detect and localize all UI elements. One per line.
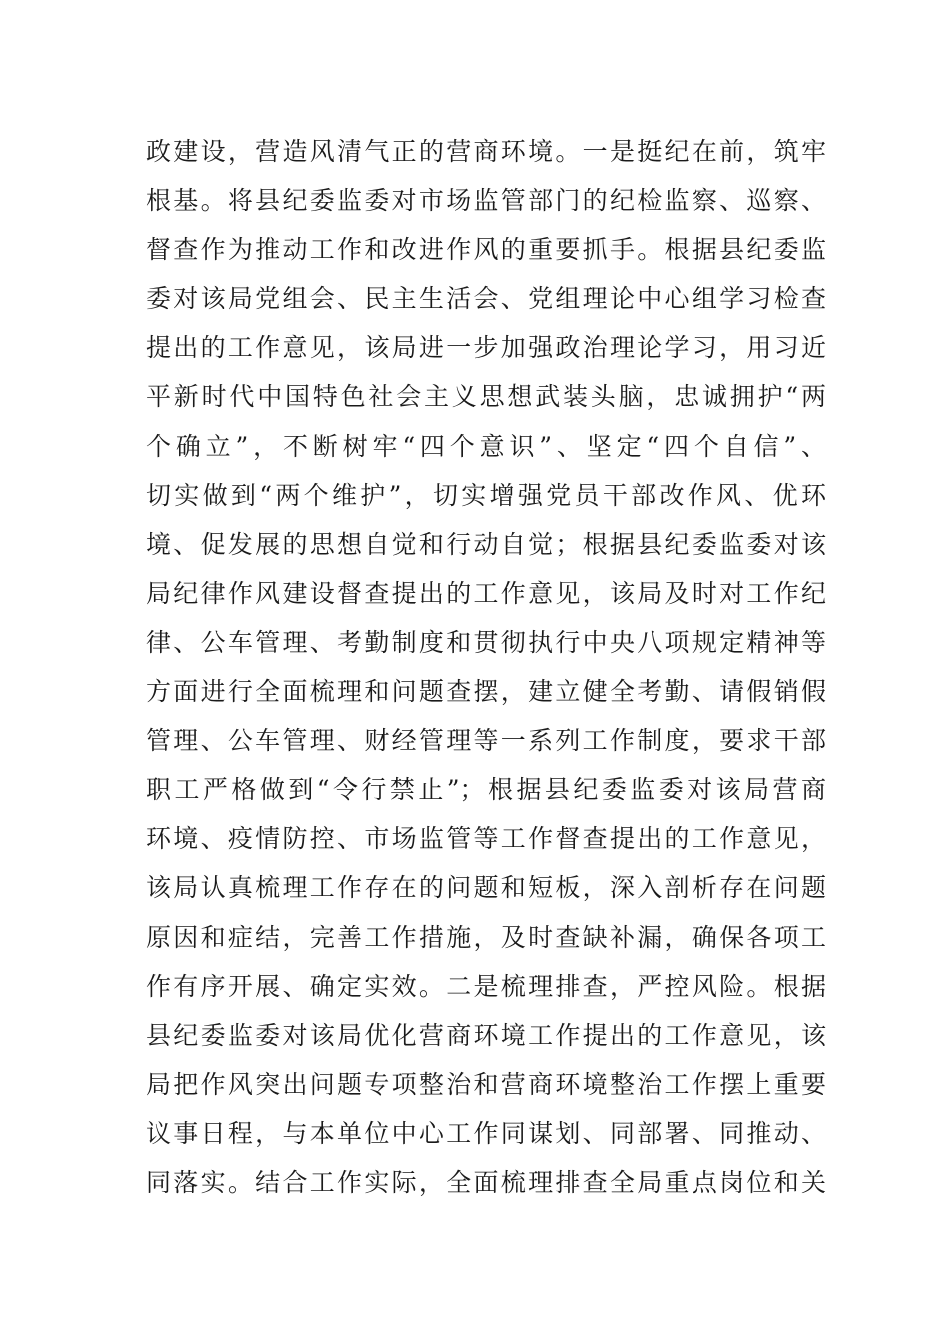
text-line: 环境、疫情防控、市场监管等工作督查提出的工作意见， bbox=[146, 824, 826, 854]
text-line: 局把作风突出问题专项整治和营商环境整治工作摆上重要 bbox=[146, 1069, 826, 1099]
text-line: 管理、公车管理、财经管理等一系列工作制度，要求干部 bbox=[146, 726, 826, 756]
text-line: 政建设，营造风清气正的营商环境。一是挺纪在前，筑牢 bbox=[146, 137, 826, 166]
text-line: 作有序开展、确定实效。二是梳理排查，严控风险。根据 bbox=[146, 971, 826, 1001]
text-line: 督查作为推动工作和改进作风的重要抓手。根据县纪委监 bbox=[146, 235, 826, 265]
text-line: 该局认真梳理工作存在的问题和短板，深入剖析存在问题 bbox=[146, 873, 826, 903]
text-line: 职工严格做到“令行禁止”；根据县纪委监委对该局营商 bbox=[146, 775, 826, 805]
text-line: 议事日程，与本单位中心工作同谋划、同部署、同推动、 bbox=[146, 1118, 826, 1148]
text-line: 切实做到“两个维护”，切实增强党员干部改作风、优环 bbox=[146, 480, 826, 510]
text-line: 方面进行全面梳理和问题查摆，建立健全考勤、请假销假 bbox=[146, 677, 826, 707]
text-line: 委对该局党组会、民主生活会、党组理论中心组学习检查 bbox=[146, 284, 826, 314]
text-line: 个确立”，不断树牢“四个意识”、坚定“四个自信”、 bbox=[146, 431, 826, 461]
text-line: 原因和症结，完善工作措施，及时查缺补漏，确保各项工 bbox=[146, 922, 826, 952]
text-line: 提出的工作意见，该局进一步加强政治理论学习，用习近 bbox=[146, 333, 826, 363]
text-line: 局纪律作风建设督查提出的工作意见，该局及时对工作纪 bbox=[146, 578, 826, 608]
text-line: 同落实。结合工作实际，全面梳理排查全局重点岗位和关 bbox=[146, 1167, 826, 1197]
text-line: 根基。将县纪委监委对市场监管部门的纪检监察、巡察、 bbox=[146, 186, 826, 216]
text-line: 平新时代中国特色社会主义思想武装头脑，忠诚拥护“两 bbox=[146, 382, 826, 412]
text-line: 县纪委监委对该局优化营商环境工作提出的工作意见，该 bbox=[146, 1020, 826, 1050]
text-line: 境、促发展的思想自觉和行动自觉；根据县纪委监委对该 bbox=[146, 529, 826, 559]
body-paragraph bbox=[146, 127, 826, 1207]
text-line: 律、公车管理、考勤制度和贯彻执行中央八项规定精神等 bbox=[146, 627, 826, 657]
